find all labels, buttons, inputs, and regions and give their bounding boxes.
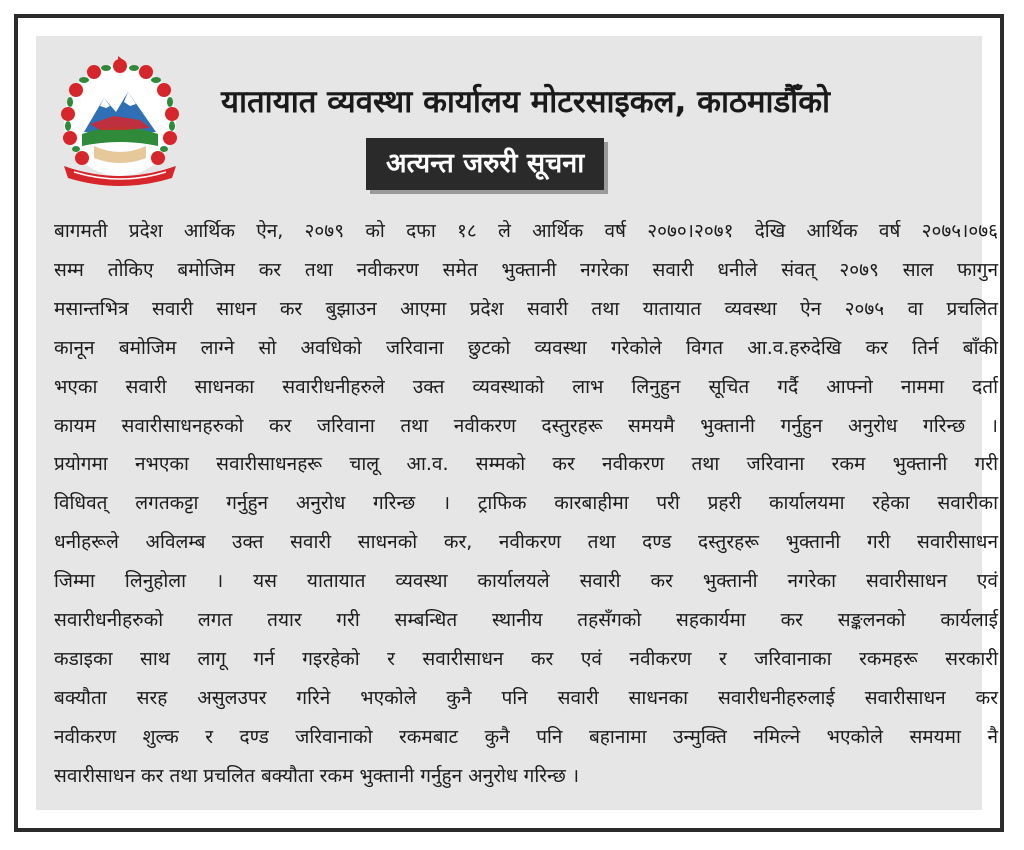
body-line: कायम सवारीसाधनहरुको कर जरिवाना तथा नवीकरण दस्तुरहरू समयमै भुक्तानी गर्नुहुन अनुरोध गरिन्छ । xyxy=(54,414,998,437)
body-line: कडाइका साथ लागू गर्न गइरहेको र सवारीसाधन कर एवं नवीकरण र जरिवानाका रकमहरू सरकारी xyxy=(54,647,998,670)
body-line: नवीकरण शुल्क र दण्ड जरिवानाको रकमबाट कुनै पनि बहानामा उन्मुक्ति नमिल्ने भएकोले समयमा नै xyxy=(54,725,998,748)
body-line: सम्म तोकिए बमोजिम कर तथा नवीकरण समेत भुक्तानी नगरेका सवारी धनीले संवत् २०७९ साल फागुन xyxy=(54,258,998,281)
body-line: प्रयोगमा नभएका सवारीसाधनहरू चालू आ.व. सम्मको कर नवीकरण तथा जरिवाना रकम भुक्तानी गरी xyxy=(54,453,998,476)
office-title: यातायात व्यवस्था कार्यालय मोटरसाइकल, काठमाडौँको xyxy=(221,84,831,120)
notice-panel xyxy=(36,36,998,810)
notice-frame xyxy=(14,14,1004,832)
body-line: मसान्तभित्र सवारी साधन कर बुझाउन आएमा प्रदेश सवारी तथा यातायात व्यवस्था ऐन २०७५ वा प्रचलित xyxy=(54,297,998,320)
body-line: बक्यौता सरह असुलउपर गरिने भएकोले कुनै पनि सवारी साधनका सवारीधनीहरुलाई सवारीसाधन कर xyxy=(54,686,998,709)
body-line: भएका सवारी साधनका सवारीधनीहरुले उक्त व्यवस्थाको लाभ लिनुहुन सूचित गर्दै आफ्नो नाममा दर्ता xyxy=(54,375,998,398)
body-line: सवारीसाधन कर तथा प्रचलित बक्यौता रकम भुक्तानी गर्नुहुन अनुरोध गरिन्छ । xyxy=(54,764,580,787)
body-line: कानून बमोजिम लाग्ने सो अवधिको जरिवाना छुटको व्यवस्था गरेकोले विगत आ.व.हरुदेखि कर तिर्न बाँकी xyxy=(54,336,998,359)
notice-body xyxy=(54,212,998,796)
body-line: बागमती प्रदेश आर्थिक ऐन, २०७९ को दफा १८ ले आर्थिक वर्ष २०७०।२०७१ देखि आर्थिक वर्ष २०७५।०७६ xyxy=(54,220,998,242)
body-line: विधिवत् लगतकट्टा गर्नुहुन अनुरोध गरिन्छ । ट्राफिक कारबाहीमा परी प्रहरी कार्यालयमा रहेका सवारीका xyxy=(54,492,998,515)
body-line: धनीहरूले अविलम्ब उक्त सवारी साधनको कर, नवीकरण तथा दण्ड दस्तुरहरू भुक्तानी गरी सवारीसाधन xyxy=(54,531,998,554)
urgent-notice-badge: अत्यन्त जरुरी सूचना xyxy=(366,138,604,190)
body-line: सवारीधनीहरुको लगत तयार गरी सम्बन्धित स्थानीय तहसँगको सहकार्यमा कर सङ्कलनको कार्यलाई xyxy=(54,609,998,632)
body-line: जिम्मा लिनुहोला । यस यातायात व्यवस्था कार्यालयले सवारी कर भुक्तानी नगरेका सवारीसाधन एवं xyxy=(54,570,998,593)
nepal-government-emblem-icon xyxy=(54,54,186,186)
